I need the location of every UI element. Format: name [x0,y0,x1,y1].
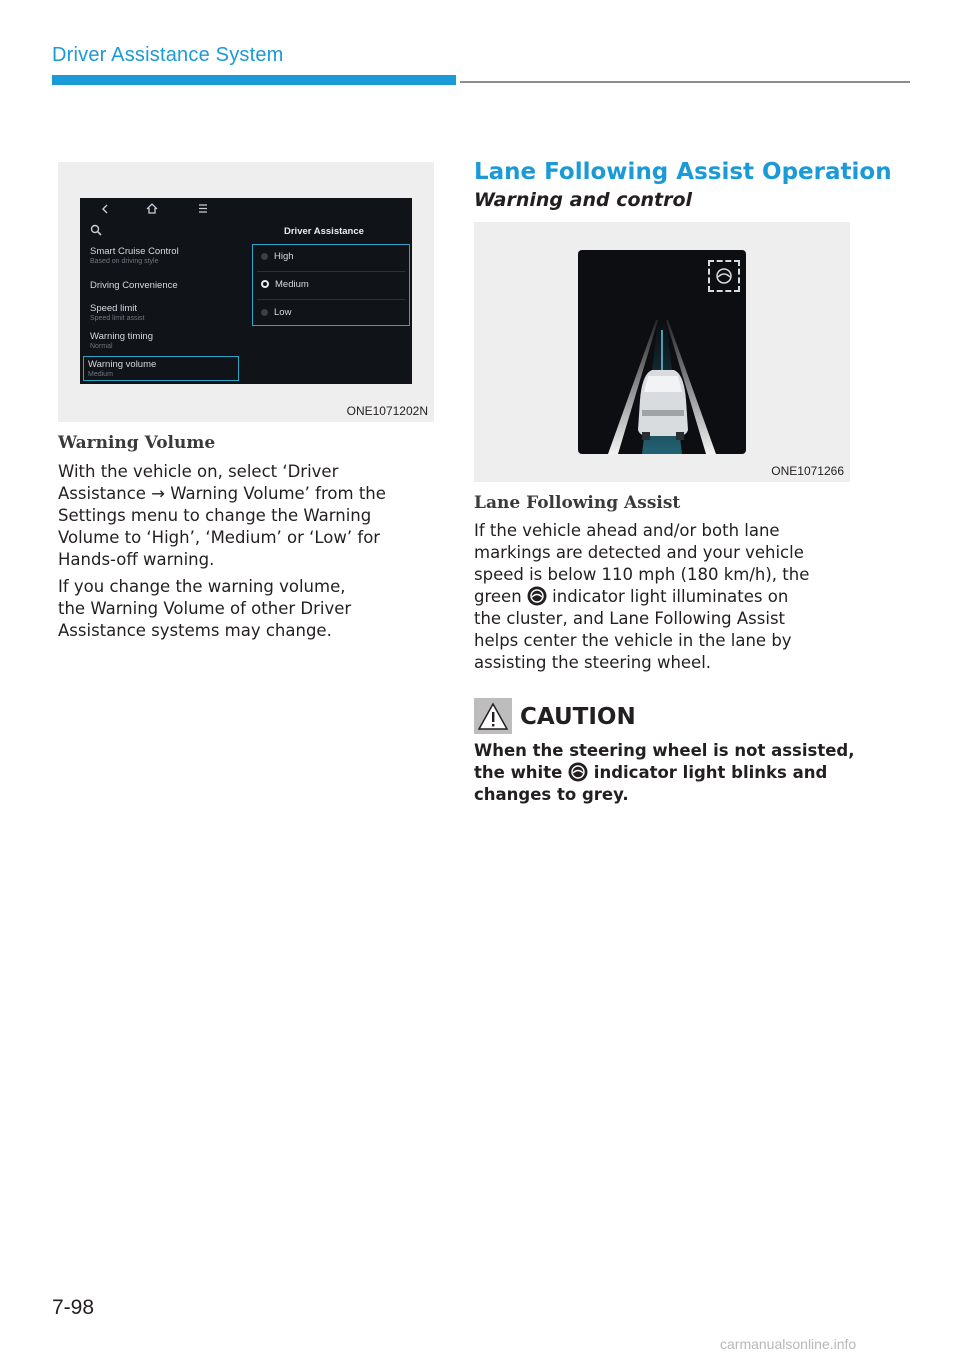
radio-on-icon [261,280,269,288]
steering-wheel-icon [710,262,738,290]
lfa-title: Lane Following Assist Operation [474,159,892,185]
search-icon [90,224,102,236]
lfa-indicator-icon [527,586,547,606]
watermark: carmanualsonline.info [720,1336,857,1352]
option-medium: Medium [261,279,309,290]
screen-title: Driver Assistance [284,226,364,237]
lfa-indicator-icon [568,762,588,782]
menu-item-driving-convenience: Driving Convenience [90,280,178,291]
running-header: Driver Assistance System [52,44,284,66]
warning-volume-paragraph-2: If you change the warning volume, the Warning Volume of other Driver Assistance systems may change. [58,577,352,640]
lfa-indicator-frame [708,260,740,292]
figure-lfa-cluster [474,222,850,482]
lfa-subtitle: Warning and control [474,189,693,211]
menu-item-speed-limit: Speed limit Speed limit assist [90,303,145,322]
radio-off-icon [261,309,268,316]
section-heading-lfa: Lane Following Assist [474,493,681,513]
caution-badge [474,698,512,734]
warning-volume-paragraph-1: With the vehicle on, select ‘Driver Assistance → Warning Volume’ from the Settings menu to change the Warning Volume to ‘High’, ‘Medium’ or ‘Low’ for Hands-off warning. [58,462,386,569]
caution-text: When the steering wheel is not assisted, the white indicator light blinks and changes to grey. [474,741,855,804]
option-high: High [261,251,294,262]
divider [257,299,405,300]
settings-screen [80,198,412,384]
home-icon [146,203,158,214]
volume-options-panel [252,244,410,326]
figure-code: ONE1071202N [346,404,428,418]
divider [257,271,405,272]
lfa-paragraph: If the vehicle ahead and/or both lane markings are detected and your vehicle speed is below 110 mph (180 km/h), the green indicator light illuminates on the cluster, and Lane Following Assist helps center the vehicle in the lane by assisting the steering wheel. [474,521,810,672]
caution-label: CAUTION [520,704,636,730]
menu-item-warning-volume: Warning volume Medium [88,359,157,378]
menu-item-warning-timing: Warning timing Normal [90,331,154,350]
menu-item-smart-cruise: Smart Cruise Control Based on driving style [90,246,179,265]
back-icon [100,204,110,214]
cluster-display [578,250,746,454]
figure-code: ONE1071266 [771,464,844,478]
radio-off-icon [261,253,268,260]
menu-icon [198,204,208,213]
warning-triangle-icon [474,698,512,734]
page-number: 7-98 [52,1296,95,1319]
header-rule [460,81,910,83]
option-low: Low [261,307,291,318]
figure-warning-volume-screen [58,162,434,422]
header-accent-bar [52,75,456,85]
section-heading-warning-volume: Warning Volume [58,433,216,453]
